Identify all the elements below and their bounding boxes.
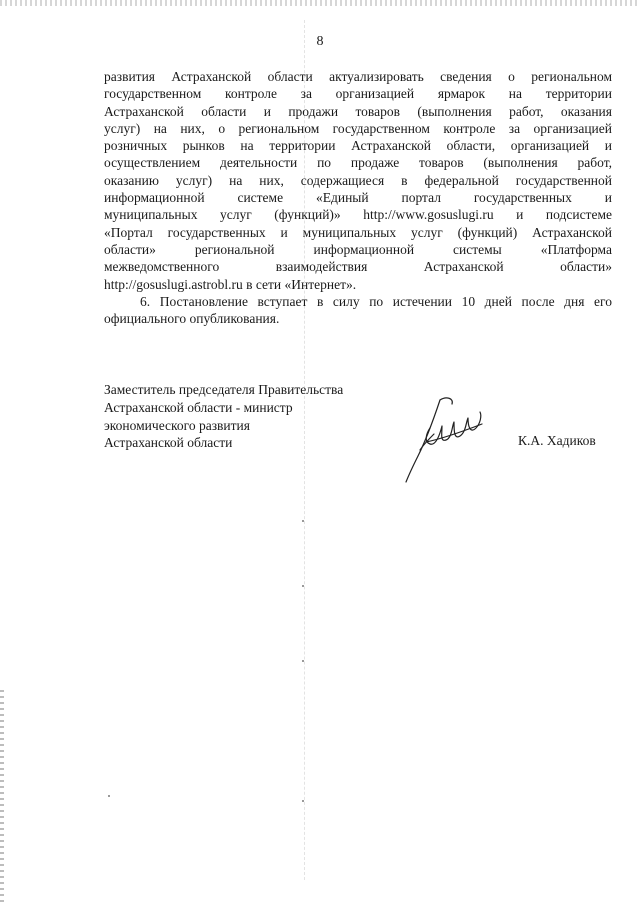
text-line: услуг) на них, о региональном государственном контроле за организацией: [104, 120, 612, 136]
text-line: оказанию услуг) на них, содержащиеся в федеральной государственной: [104, 172, 612, 188]
scan-speck: [302, 660, 304, 662]
text-line: осуществлением деятельности по продаже товаров (выполнения работ,: [104, 155, 612, 171]
text-line: Астраханской области и продажи товаров (выполнения работ, оказания: [104, 103, 612, 119]
text-line: развития Астраханской области актуализировать сведения о региональном: [104, 69, 612, 84]
signatory-title-line: экономического развития: [104, 417, 250, 433]
text-line: «Портал государственных и муниципальных услуг (функций) Астраханской: [104, 224, 612, 240]
handwritten-signature-icon: [396, 394, 492, 486]
text-line: области» региональной информационной системы «Платформа: [104, 241, 612, 257]
signatory-title-line: Астраханской области - министр: [104, 399, 293, 415]
paragraph-continuation: [104, 68, 612, 293]
text-line: государственном контроле за организацией ярмарок на территории: [104, 86, 612, 102]
scan-border-top: [0, 0, 640, 6]
signatory-title: [104, 381, 404, 452]
signatory-title-line: Астраханской области: [104, 435, 233, 451]
signatory-name: К.А. Хадиков: [518, 433, 596, 448]
signatory-title-line: Заместитель председателя Правительства: [104, 382, 344, 397]
scan-speck: [302, 520, 304, 522]
scan-speck: [302, 585, 304, 587]
text-line: межведомственного взаимодействия Астраханской области»: [104, 259, 612, 275]
text-line: официального опубликования.: [104, 311, 280, 327]
text-line: информационной системе «Единый портал государственных и: [104, 190, 612, 206]
page-number: 8: [316, 34, 324, 49]
scan-border-left: [0, 690, 4, 905]
paragraph-6: [104, 293, 612, 328]
text-line: муниципальных услуг (функций)» http://www.gosuslugi.ru и подсистеме: [104, 207, 612, 223]
text-line: 6. Постановление вступает в силу по истечении 10 дней после дня его: [140, 293, 612, 309]
text-line: http://gosuslugi.astrobl.ru в сети «Интернет».: [104, 276, 357, 292]
scan-speck: [108, 795, 110, 797]
scan-speck: [302, 800, 304, 802]
document-body: [104, 68, 612, 327]
text-line: розничных рынков на территории Астраханской области, организацией и: [104, 138, 612, 154]
